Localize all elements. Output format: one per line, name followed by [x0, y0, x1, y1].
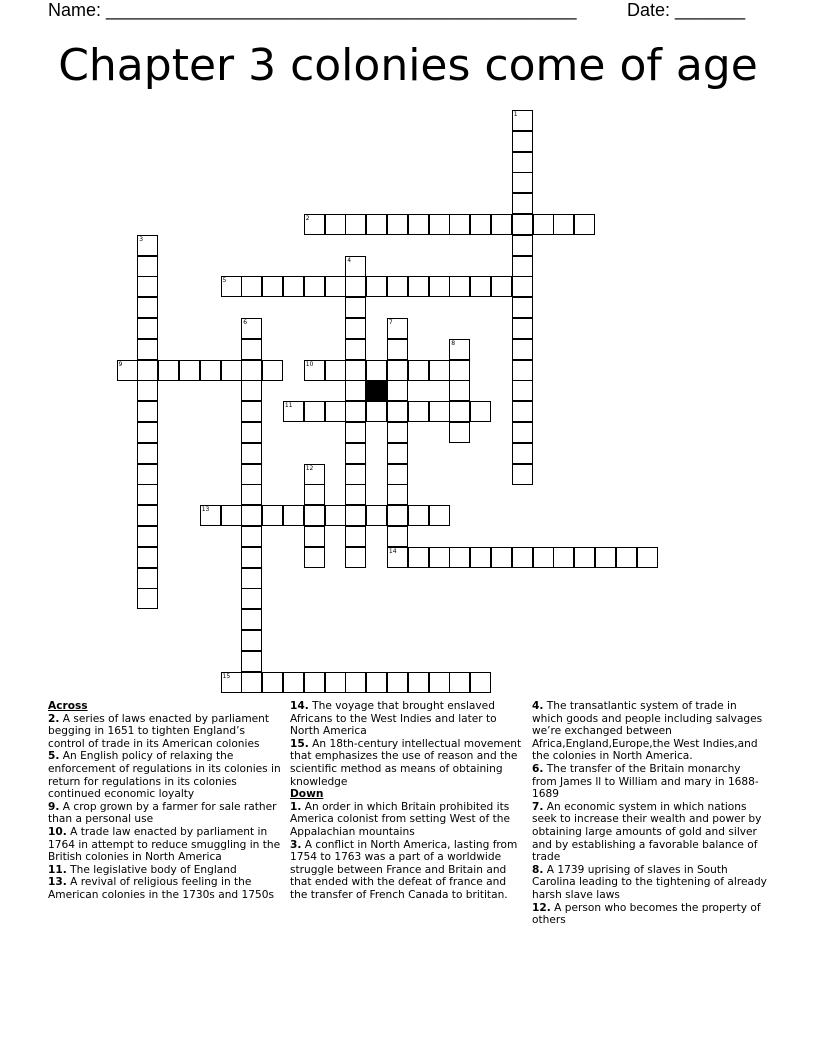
- crossword-cell[interactable]: [345, 672, 366, 693]
- crossword-cell[interactable]: [449, 422, 470, 443]
- crossword-cell[interactable]: [200, 505, 221, 526]
- crossword-cell[interactable]: [408, 401, 429, 422]
- crossword-cell[interactable]: [345, 422, 366, 443]
- clue-down-3: 3. A conflict in North America, lasting from 1754 to 1763 was a part of a worldwide struggle between France and Britain and that ended with the defeat of france and the transfer of French Canada to brititan.: [290, 838, 518, 901]
- crossword-cell[interactable]: [366, 505, 387, 526]
- clue-across-15: 15. An 18th-century intellectual movement that emphasizes the use of reason and the scientific method as means of obtaining knowledge: [290, 737, 522, 788]
- crossword-cell[interactable]: [470, 547, 491, 568]
- crossword-cell[interactable]: [512, 464, 533, 485]
- crossword-cell[interactable]: [366, 401, 387, 422]
- crossword-cell[interactable]: [117, 360, 138, 381]
- crossword-cell[interactable]: [512, 380, 533, 401]
- crossword-cell[interactable]: [470, 276, 491, 297]
- crossword-cell[interactable]: [387, 339, 408, 360]
- crossword-cell[interactable]: [304, 214, 325, 235]
- crossword-cell[interactable]: [262, 360, 283, 381]
- crossword-cell[interactable]: [637, 547, 658, 568]
- crossword-cell[interactable]: [241, 609, 262, 630]
- crossword-cell[interactable]: [512, 443, 533, 464]
- crossword-cell[interactable]: [491, 214, 512, 235]
- crossword-cell[interactable]: [408, 672, 429, 693]
- down-heading: Down: [290, 788, 324, 801]
- clue-number: 1: [513, 111, 518, 118]
- crossword-cell[interactable]: [387, 547, 408, 568]
- crossword-cell[interactable]: [616, 547, 637, 568]
- clue-number: 11: [284, 402, 293, 410]
- crossword-cell[interactable]: [366, 672, 387, 693]
- crossword-cell[interactable]: [304, 464, 325, 485]
- crossword-cell[interactable]: [408, 214, 429, 235]
- crossword-cell[interactable]: [512, 152, 533, 173]
- across-heading: Across: [48, 700, 88, 712]
- crossword-cell[interactable]: [262, 505, 283, 526]
- clue-number: 9: [118, 360, 123, 368]
- crossword-cell[interactable]: [325, 214, 346, 235]
- crossword-cell[interactable]: [449, 380, 470, 401]
- crossword-cell[interactable]: [241, 318, 262, 339]
- crossword-cell[interactable]: [137, 256, 158, 277]
- crossword-cell[interactable]: [574, 547, 595, 568]
- crossword-cell[interactable]: [553, 214, 574, 235]
- crossword-cell[interactable]: [283, 401, 304, 422]
- clue-column-2: [290, 700, 526, 902]
- crossword-black-cell: [366, 380, 387, 401]
- clue-column-3: [532, 700, 768, 927]
- crossword-cell[interactable]: [387, 464, 408, 485]
- clue-column-1: [48, 700, 284, 902]
- crossword-cell[interactable]: [241, 630, 262, 651]
- crossword-cell[interactable]: [137, 380, 158, 401]
- crossword-cell[interactable]: [241, 588, 262, 609]
- clue-number: 6: [243, 319, 248, 326]
- date-field-label: Date: _______: [627, 0, 746, 20]
- crossword-cell[interactable]: [574, 214, 595, 235]
- crossword-cell[interactable]: [283, 672, 304, 693]
- crossword-cell[interactable]: [429, 276, 450, 297]
- crossword-cell[interactable]: [325, 401, 346, 422]
- crossword-cell[interactable]: [449, 339, 470, 360]
- clue-number: 3: [139, 235, 144, 243]
- crossword-cell[interactable]: [241, 380, 262, 401]
- crossword-cell[interactable]: [387, 422, 408, 443]
- crossword-cell[interactable]: [429, 360, 450, 381]
- crossword-cell[interactable]: [241, 526, 262, 547]
- clue-down-6: 6. The transfer of the Britain monarchy from James ll to William and mary in 1688-1689: [532, 762, 759, 801]
- crossword-cell[interactable]: [387, 505, 408, 526]
- crossword-cell[interactable]: [449, 360, 470, 381]
- crossword-cell[interactable]: [387, 401, 408, 422]
- crossword-cell[interactable]: [512, 360, 533, 381]
- crossword-cell[interactable]: [137, 547, 158, 568]
- crossword-cell[interactable]: [366, 214, 387, 235]
- crossword-cell[interactable]: [345, 214, 366, 235]
- crossword-cell[interactable]: [449, 401, 470, 422]
- crossword-cell[interactable]: [491, 276, 512, 297]
- crossword-cell[interactable]: [345, 256, 366, 277]
- crossword-cell[interactable]: [512, 297, 533, 318]
- crossword-cell[interactable]: [408, 276, 429, 297]
- crossword-cell[interactable]: [241, 360, 262, 381]
- crossword-cell[interactable]: [387, 214, 408, 235]
- crossword-cell[interactable]: [345, 505, 366, 526]
- crossword-cell[interactable]: [366, 360, 387, 381]
- crossword-cell[interactable]: [283, 276, 304, 297]
- crossword-cell[interactable]: [512, 422, 533, 443]
- crossword-cell[interactable]: [304, 547, 325, 568]
- crossword-cell[interactable]: [595, 547, 616, 568]
- crossword-cell[interactable]: [325, 505, 346, 526]
- crossword-cell[interactable]: [512, 193, 533, 214]
- crossword-cell[interactable]: [137, 297, 158, 318]
- crossword-cell[interactable]: [241, 276, 262, 297]
- crossword-cell[interactable]: [241, 672, 262, 693]
- crossword-cell[interactable]: [387, 276, 408, 297]
- crossword-cell[interactable]: [449, 547, 470, 568]
- crossword-cell[interactable]: [533, 214, 554, 235]
- crossword-cell[interactable]: [429, 547, 450, 568]
- crossword-cell[interactable]: [387, 484, 408, 505]
- crossword-cell[interactable]: [241, 568, 262, 589]
- crossword-cell[interactable]: [137, 484, 158, 505]
- clue-number: 13: [201, 506, 210, 514]
- name-field-label: Name: _______________________________________________: [48, 0, 577, 20]
- clue-number: 4: [347, 256, 352, 264]
- crossword-cell[interactable]: [387, 526, 408, 547]
- crossword-cell[interactable]: [137, 276, 158, 297]
- crossword-cell[interactable]: [449, 276, 470, 297]
- crossword-cell[interactable]: [137, 339, 158, 360]
- crossword-cell[interactable]: [221, 360, 242, 381]
- crossword-cell[interactable]: [470, 401, 491, 422]
- crossword-cell[interactable]: [449, 672, 470, 693]
- crossword-cell[interactable]: [241, 547, 262, 568]
- crossword-cell[interactable]: [345, 360, 366, 381]
- crossword-cell[interactable]: [241, 339, 262, 360]
- clue-number: 7: [388, 319, 393, 326]
- crossword-cell[interactable]: [512, 339, 533, 360]
- crossword-cell[interactable]: [345, 484, 366, 505]
- crossword-cell[interactable]: [553, 547, 574, 568]
- crossword-cell[interactable]: [241, 422, 262, 443]
- crossword-cell[interactable]: [533, 547, 554, 568]
- crossword-cell[interactable]: [137, 526, 158, 547]
- crossword-cell[interactable]: [221, 276, 242, 297]
- crossword-cell[interactable]: [387, 380, 408, 401]
- crossword-cell[interactable]: [137, 443, 158, 464]
- clue-down-12: 12. A person who becomes the property of others: [532, 901, 761, 927]
- crossword-cell[interactable]: [470, 672, 491, 693]
- crossword-cell[interactable]: [262, 672, 283, 693]
- crossword-cell[interactable]: [449, 214, 470, 235]
- crossword-cell[interactable]: [387, 318, 408, 339]
- crossword-cell[interactable]: [241, 464, 262, 485]
- crossword-cell[interactable]: [387, 360, 408, 381]
- crossword-cell[interactable]: [387, 443, 408, 464]
- crossword-cell[interactable]: [512, 235, 533, 256]
- page-title: Chapter 3 colonies come of age: [58, 40, 758, 91]
- crossword-cell[interactable]: [137, 464, 158, 485]
- clue-down-7: 7. An economic system in which nations seek to increase their wealth and power by obtaining large amounts of gold and silver and by establishing a favorable balance of trade: [532, 800, 762, 864]
- crossword-cell[interactable]: [137, 505, 158, 526]
- crossword-cell[interactable]: [158, 360, 179, 381]
- clue-down-1: 1. An order in which Britain prohibited its America colonist from setting West of the Appalachian mountains: [290, 800, 510, 838]
- crossword-cell[interactable]: [241, 443, 262, 464]
- crossword-cell[interactable]: [137, 588, 158, 609]
- crossword-cell[interactable]: [304, 672, 325, 693]
- crossword-cell[interactable]: [512, 110, 533, 131]
- crossword-cell[interactable]: [304, 401, 325, 422]
- crossword-cell[interactable]: [512, 172, 533, 193]
- clue-down-4: 4. The transatlantic system of trade in which goods and people including salvages we’re exchanged between Africa,England,Europe,the West Indies,and the colonies in North America.: [532, 700, 763, 763]
- crossword-cell[interactable]: [345, 276, 366, 297]
- crossword-cell[interactable]: [137, 568, 158, 589]
- clue-number: 5: [222, 277, 227, 285]
- crossword-cell[interactable]: [200, 360, 221, 381]
- crossword-cell[interactable]: [304, 360, 325, 381]
- clue-number: 2: [305, 215, 310, 222]
- clue-number: 14: [388, 547, 397, 555]
- crossword-cell[interactable]: [304, 526, 325, 547]
- crossword-cell[interactable]: [137, 318, 158, 339]
- crossword-cell[interactable]: [512, 256, 533, 277]
- crossword-cell[interactable]: [345, 297, 366, 318]
- crossword-cell[interactable]: [283, 505, 304, 526]
- crossword-cell[interactable]: [241, 505, 262, 526]
- crossword-cell[interactable]: [345, 526, 366, 547]
- crossword-cell[interactable]: [345, 380, 366, 401]
- clue-down-8: 8. A 1739 uprising of slaves in South Carolina leading to the tightening of already harsh slave laws: [532, 863, 767, 901]
- clue-across-2: 2. A series of laws enacted by parliament begging in 1651 to tighten England’s control of trade in its American colonies: [48, 712, 270, 750]
- crossword-cell[interactable]: [137, 360, 158, 381]
- crossword-cell[interactable]: [304, 484, 325, 505]
- crossword-cell[interactable]: [429, 672, 450, 693]
- crossword-cell[interactable]: [241, 401, 262, 422]
- crossword-cell[interactable]: [512, 401, 533, 422]
- crossword-cell[interactable]: [345, 464, 366, 485]
- crossword-cell[interactable]: [387, 672, 408, 693]
- clue-across-5: 5. An English policy of relaxing the enforcement of regulations in its colonies in return for regulations in its colonies continued economic loyalty: [48, 750, 281, 801]
- crossword-cell[interactable]: [241, 484, 262, 505]
- crossword-cell[interactable]: [345, 339, 366, 360]
- crossword-cell[interactable]: [429, 214, 450, 235]
- crossword-cell[interactable]: [241, 651, 262, 672]
- crossword-cell[interactable]: [408, 547, 429, 568]
- clue-number: 8: [451, 339, 456, 347]
- crossword-cell[interactable]: [408, 360, 429, 381]
- crossword-cell[interactable]: [512, 131, 533, 152]
- crossword-cell[interactable]: [325, 360, 346, 381]
- clue-number: 12: [305, 464, 314, 472]
- crossword-cell[interactable]: [221, 505, 242, 526]
- crossword-cell[interactable]: [304, 505, 325, 526]
- crossword-cell[interactable]: [137, 422, 158, 443]
- clue-across-10: 10. A trade law enacted by parliament in 1764 in attempt to reduce smuggling in the British colonies in North America: [48, 825, 281, 864]
- clue-across-13: 13. A revival of religious feeling in the American colonies in the 1730s and 1750s: [48, 876, 274, 901]
- crossword-cell[interactable]: [512, 214, 533, 235]
- crossword-cell[interactable]: [345, 318, 366, 339]
- clue-number: 10: [305, 360, 314, 368]
- crossword-cell[interactable]: [221, 672, 242, 693]
- clue-across-11: 11. The legislative body of England: [48, 863, 237, 876]
- crossword-cell[interactable]: [470, 214, 491, 235]
- clue-across-9: 9. A crop grown by a farmer for sale rather than a personal use: [48, 800, 277, 826]
- crossword-cell[interactable]: [491, 547, 512, 568]
- crossword-cell[interactable]: [512, 547, 533, 568]
- crossword-cell[interactable]: [512, 318, 533, 339]
- crossword-cell[interactable]: [345, 547, 366, 568]
- crossword-cell[interactable]: [137, 401, 158, 422]
- clue-number: 15: [222, 672, 231, 680]
- crossword-cell[interactable]: [345, 443, 366, 464]
- clue-across-14: 14. The voyage that brought enslaved Africans to the West Indies and later to North America: [290, 700, 497, 738]
- crossword-cell[interactable]: [366, 276, 387, 297]
- crossword-cell[interactable]: [262, 276, 283, 297]
- crossword-cell[interactable]: [408, 505, 429, 526]
- crossword-cell[interactable]: [429, 401, 450, 422]
- crossword-cell[interactable]: [304, 276, 325, 297]
- crossword-cell[interactable]: [512, 276, 533, 297]
- crossword-cell[interactable]: [179, 360, 200, 381]
- crossword-cell[interactable]: [325, 672, 346, 693]
- crossword-cell[interactable]: [325, 276, 346, 297]
- crossword-cell[interactable]: [345, 401, 366, 422]
- crossword-cell[interactable]: [429, 505, 450, 526]
- crossword-cell[interactable]: [137, 235, 158, 256]
